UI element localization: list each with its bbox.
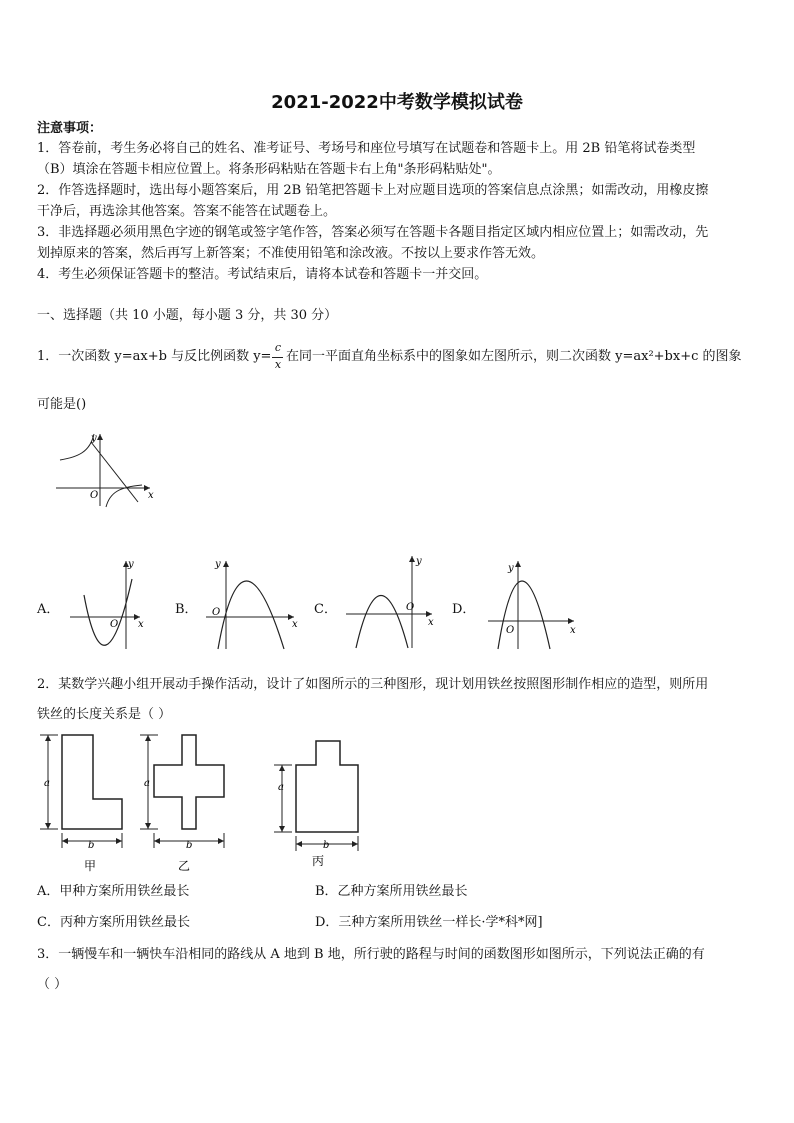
q1-option-a-graph[interactable] <box>62 553 154 653</box>
figure-name-jia: 甲 <box>84 859 97 873</box>
label-b: b <box>323 840 330 851</box>
q1-option-b-label[interactable]: B． <box>175 602 198 617</box>
notice-heading: 注意事项： <box>37 121 103 136</box>
q1-text-part1: 1．一次函数 y=ax+b 与反比例函数 y= <box>37 349 272 364</box>
page-title: 2021-2022中考数学模拟试卷 <box>271 92 523 113</box>
x-axis-label: x <box>148 490 154 501</box>
fraction-denominator: x <box>274 358 282 371</box>
origin-label: O <box>212 607 221 618</box>
notice-line: 划掉原来的答案，然后再写上新答案；不准使用铅笔和涂改液。不按以上要求作答无效。 <box>37 246 545 261</box>
x-axis-label: x <box>428 617 434 628</box>
origin-label: O <box>406 602 415 613</box>
q2-option-d[interactable]: D．三种方案所用铁丝一样长·学*科*网] <box>315 915 543 930</box>
q3-text-line2: （ ） <box>37 977 68 992</box>
y-axis-label: y <box>215 559 221 570</box>
q1-option-d-graph[interactable] <box>484 553 580 653</box>
q1-reference-graph <box>50 428 160 510</box>
q2-option-c[interactable]: C．丙种方案所用铁丝最长 <box>37 915 190 930</box>
origin-label: O <box>90 490 99 501</box>
notice-line: 2．作答选择题时，选出每小题答案后，用 2B 铅笔把答题卡上对应题目选项的答案信息点涂黑；如需改动，用橡皮擦 <box>37 183 709 198</box>
label-a: a <box>144 778 150 789</box>
label-a: a <box>278 782 284 793</box>
figure-yi <box>138 730 238 876</box>
label-b: b <box>186 840 193 851</box>
notice-line: （B）填涂在答题卡相应位置上。将条形码粘贴在答题卡右上角"条形码粘贴处"。 <box>37 162 501 177</box>
y-axis-label: y <box>416 556 422 567</box>
q2-text-line2: 铁丝的长度关系是（ ） <box>37 707 172 722</box>
figure-bing <box>268 735 368 875</box>
q1-text-part2: 在同一平面直角坐标系中的图象如左图所示，则二次函数 y=ax²+bx+c 的图象 <box>286 349 742 364</box>
q2-option-b[interactable]: B．乙种方案所用铁丝最长 <box>315 884 468 899</box>
origin-label: O <box>110 619 119 630</box>
label-b: b <box>88 840 95 851</box>
q1-option-a-label[interactable]: A． <box>37 602 60 617</box>
q1-text-line2: 可能是() <box>37 397 87 412</box>
section-heading: 一、选择题（共 10 小题，每小题 3 分，共 30 分） <box>37 308 338 323</box>
figure-name-bing: 丙 <box>312 854 325 868</box>
y-axis-label: y <box>128 559 134 570</box>
x-axis-label: x <box>138 619 144 630</box>
origin-label: O <box>506 625 515 636</box>
q1-option-b-graph[interactable] <box>200 553 302 653</box>
figure-jia <box>38 730 138 876</box>
fraction-numerator: c <box>274 341 282 354</box>
notice-line: 1．答卷前，考生务必将自己的姓名、准考证号、考场号和座位号填写在试题卷和答题卡上。用 2B 铅笔将试卷类型 <box>37 141 696 156</box>
q1-option-c-graph[interactable] <box>340 548 440 653</box>
notice-line: 3．非选择题必须用黑色字迹的钢笔或签字笔作答，答案必须写在答题卡各题目指定区域内相应位置上；如需改动，先 <box>37 225 709 240</box>
q2-text-line1: 2．某数学兴趣小组开展动手操作活动，设计了如图所示的三种图形，现计划用铁丝按照图形制作相应的造型，则所用 <box>37 677 709 692</box>
q3-text-line1: 3．一辆慢车和一辆快车沿相同的路线从 A 地到 B 地，所行驶的路程与时间的函数图形如图所示，下列说法正确的有 <box>37 947 705 962</box>
q2-option-a[interactable]: A．甲种方案所用铁丝最长 <box>37 884 190 899</box>
y-axis-label: y <box>508 563 514 574</box>
x-axis-label: x <box>570 625 576 636</box>
x-axis-label: x <box>292 619 298 630</box>
notice-line: 4．考生必须保证答题卡的整洁。考试结束后，请将本试卷和答题卡一并交回。 <box>37 267 488 282</box>
q1-option-c-label[interactable]: C． <box>314 602 337 617</box>
figure-name-yi: 乙 <box>178 859 191 873</box>
y-axis-label: y <box>91 433 97 444</box>
label-a: a <box>44 778 50 789</box>
q1-option-d-label[interactable]: D． <box>452 602 476 617</box>
notice-line: 干净后，再选涂其他答案。答案不能答在试题卷上。 <box>37 204 337 219</box>
